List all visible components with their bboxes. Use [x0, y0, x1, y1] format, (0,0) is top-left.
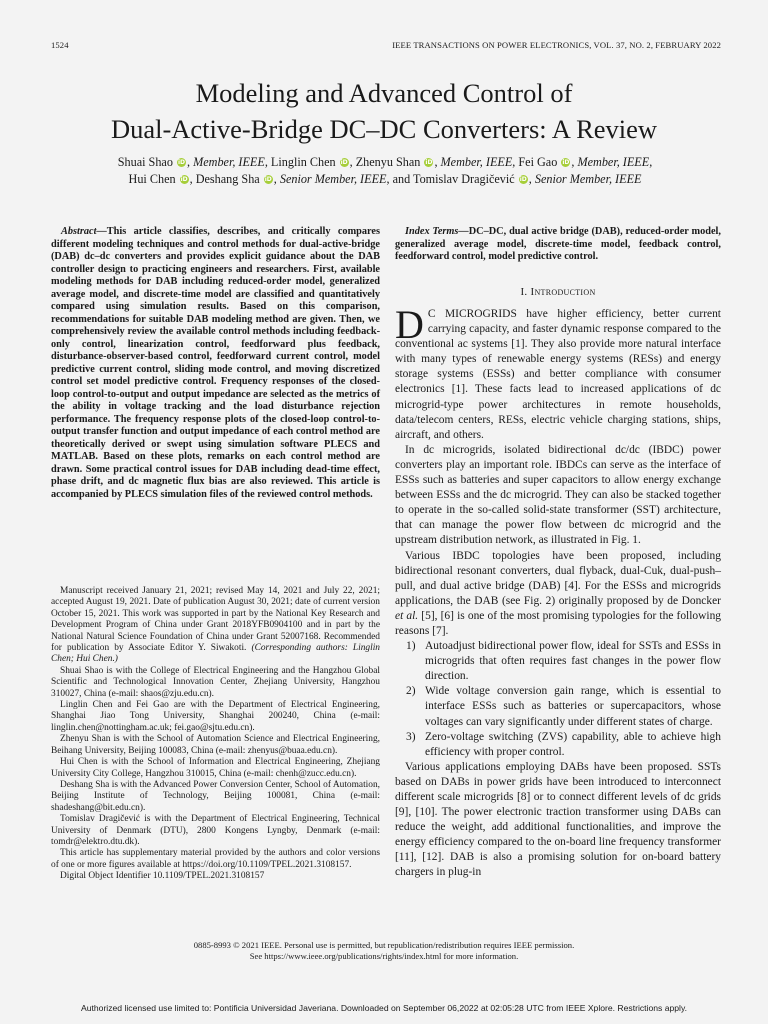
author-list	[40, 154, 730, 188]
intro-paragraph-3: Various IBDC topologies have been proposed, including bidirectional resonant converters, dual flyback, dual-Cuk, dual-push–pull, and dual active bridge (DAB) [4]. For the ESSs and microgrids applications, the DAB (see Fig. 2) originally proposed by de Doncker et al. [5], [6] is one of the most promising typologies for the following reasons [7].	[395, 549, 722, 637]
footnote-manuscript: Manuscript received January 21, 2021; revised May 14, 2021 and July 22, 2021; accepted August 19, 2021. Date of publication August 30, 2021; date of current version October 15, 2021. This work was supported in part by the National Key Research and Development Program of China under Grant 2018YFB0904100 and in part by the National Natural Science Foundation of China under Grant 52007168. Recommended for publication by Associate Editor Y. Siwakoti. (Corresponding authors: Linglin Chen; Hui Chen.)	[51, 586, 380, 665]
journal-header: IEEE TRANSACTIONS ON POWER ELECTRONICS, VOL. 37, NO. 2, FEBRUARY 2022	[392, 40, 721, 50]
section-heading-introduction	[395, 286, 721, 298]
footnote-affiliation: Zhenyu Shan is with the School of Automation Science and Electrical Engineering, Beihang University, Beijing 100083, China (e-mail: zhenyus@buaa.edu.cn).	[51, 734, 380, 756]
footnote-doi: Digital Object Identifier 10.1109/TPEL.2021.3108157	[60, 871, 265, 882]
orcid-icon[interactable]: iD	[264, 176, 272, 183]
abstract-label: Abstract—	[61, 226, 107, 237]
author-name: Deshang Sha	[195, 172, 260, 186]
footnote-affiliation: Tomislav Dragičević is with the Department of Electrical Engineering, Technical University of Denmark (DTU), 2800 Kongens Lyngby, Denmark (e-mail: tomdr@elektro.dtu.dk).	[51, 814, 380, 847]
index-terms	[395, 226, 721, 264]
footnote-supplementary: This article has supplementary material provided by the authors and color versions of one or more figures available at https://doi.org/10.1109/TPEL.2021.3108157.	[51, 848, 380, 870]
author-name: Linglin Chen	[270, 155, 336, 169]
author-line-2: Hui Chen iD , Deshang Sha iD , Senior Member, IEEE, and Tomislav Dragičević iD , Senior Member, IEEE	[128, 172, 642, 186]
intro-paragraph-2: In dc microgrids, isolated bidirectional dc/dc (IBDC) power converters play an important role. IBDCs can serve as the interface of ESSs such as batteries and super capacitors to allow energy exchange between ESSs and the dc microgrid. They can also be stacked together to operate in the so-called solid-state transformer (SST) architecture, that can manage the power flow between dc microgrid and the upstream distribution network, as illustrated in Fig. 1.	[395, 443, 721, 547]
list-item: 2) Wide voltage conversion gain range, which is essential to interface ESSs such as batteries or supercapacitors, whose voltages can vary significantly under different states of charge.	[406, 685, 721, 728]
author-role: Member, IEEE	[440, 155, 513, 169]
footnote-affiliation: Linglin Chen and Fei Gao are with the Department of Electrical Engineering, Shanghai Jiao Tong University, Shanghai 200240, China (e-mail: linglin.chen@nottingham.ac.uk; fei.gao@sjtu.edu.cn).	[51, 700, 380, 733]
orcid-icon[interactable]: iD	[562, 159, 570, 166]
author-name: Fei Gao	[518, 155, 558, 169]
author-name: Tomislav Dragičević	[413, 172, 515, 186]
author-name: Hui Chen	[128, 172, 176, 186]
intro-paragraph-4: Various applications employing DABs have been proposed. SSTs based on DABs in power grids have been introduced to interconnect different scale microgrids [8] or to connect different levels of dc grids [9], [10]. The power electronic traction transformer using DABs can reduce the weight, add additional functionalities, and improve the energy efficiency compared to the on-board line frequency transformer [11], [12]. DAB is also a promising solution for on-board battery chargers in plug-in	[395, 760, 721, 879]
copyright-notice: 0885-8993 © 2021 IEEE. Personal use is permitted, but republication/redistribution requires IEEE permission. See https://www.ieee.org/publications/rights/index.html for more information.	[193, 940, 575, 961]
footnote-affiliation: Shuai Shao is with the College of Electrical Engineering and the Hangzhou Global Scientific and Technological Innovation Center, Zhejiang University, Hangzhou 310027, China (e-mail: shaos@zju.edu.cn).	[51, 665, 380, 699]
footnote-affiliation: Hui Chen is with the School of Information and Electrical Engineering, Zhejiang University City College, Hangzhou 310015, China (e-mail: chenh@zucc.edu.cn).	[51, 757, 380, 779]
paper-title-line-1: Modeling and Advanced Control of	[195, 78, 573, 108]
paper-title-line-2: Dual-Active-Bridge DC–DC Converters: A Review	[110, 114, 658, 144]
corresponding-authors: (Corresponding authors: Linglin Chen; Hui Chen.)	[51, 643, 380, 665]
author-role: Senior Member, IEEE	[534, 172, 642, 186]
orcid-icon[interactable]: iD	[177, 159, 185, 166]
section-title: Introduction	[530, 286, 596, 298]
author-line-1: Shuai Shao iD , Member, IEEE, Linglin Chen iD , Zhenyu Shan iD , Member, IEEE, Fei Gao iD , Member, IEEE,	[117, 155, 653, 169]
footnote-affiliation: Deshang Sha is with the Advanced Power Conversion Center, School of Automation, Beijing Institute of Technology, Beijing 100081, China (e-mail: shadeshang@bit.edu.cn).	[51, 779, 380, 813]
author-name: Shuai Shao	[117, 155, 173, 169]
introduction-body	[395, 302, 722, 881]
abstract-text: This article classifies, describes, and critically compares different modeling techniques and control methods for dual-active-bridge (DAB) dc–dc converters and provides explicit guidance about the DAB controller design to practicing engineers and researchers. First, available modeling methods for DAB including reduced-order model, generalized average model, and discrete-time model are classified and quantitatively compared using simulation results. Based on this comparison, recommendations for suitable DAB modeling method are given. Then, we comprehensively review the available control methods including feedback-only control, linearization control, feedforward plus feedback, disturbance-observer-based control, feedforward current control, model predictive current control, sliding mode control, and moving discretized control set model predictive control. Frequency responses of the closed-loop control-to-output and output impedance are selected as the metrics of the ability in voltage tracking and the load disturbance rejection performance. The frequency response plots of the closed-loop control-to-output transfer function and output impedance of each control method are theoretically derived or swept using simulation software PLECS and MATLAB. Based on these plots, remarks on each control method are drawn. Some practical control issues for DAB including dead-time effect, phase drift, and dc magnetic flux bias are also reviewed. This article is accompanied by PLECS simulation files of the reviewed control methods.	[51, 226, 380, 500]
footnotes	[51, 586, 380, 883]
index-terms-label: Index Terms—	[405, 226, 469, 237]
page-number: 1524	[51, 40, 69, 50]
orcid-icon[interactable]: iD	[180, 176, 188, 183]
author-role: Senior Member, IEEE	[279, 172, 387, 186]
orcid-icon[interactable]: iD	[519, 176, 527, 183]
orcid-icon[interactable]: iD	[425, 159, 433, 166]
abstract	[51, 226, 380, 501]
author-role: Member, IEEE	[577, 155, 650, 169]
orcid-icon[interactable]: iD	[340, 159, 348, 166]
index-terms-text: DC–DC, dual active bridge (DAB), reduced-order model, generalized average model, discrete-time model, feedback control, feedforward control, model predictive control.	[395, 226, 721, 262]
list-item: 1) Autoadjust bidirectional power flow, ideal for SSTs and ESSs in microgrids that often requires fast changes in the power flow direction.	[406, 640, 721, 683]
author-name: Zhenyu Shan	[355, 155, 421, 169]
drop-cap: D	[395, 302, 424, 347]
authorized-use-notice: Authorized licensed use limited to: Pontificia Universidad Javeriana. Downloaded on September 06,2022 at 02:05:28 UTC from IEEE Xplore. Restrictions apply.	[80, 1003, 688, 1013]
section-number: I.	[520, 286, 528, 298]
author-role: Member, IEEE	[193, 155, 265, 169]
intro-paragraph-1: D C MICROGRIDS have higher efficiency, better current carrying capacity, and faster dynamic response compared to the conventional ac systems [1]. They also provide more natural interface with many types of renewable energy systems (RESs) and energy storage systems (ESSs) and better compliance with consumer electronics [1]. These facts lead to increased applications of dc microgrid-type power architectures in remote households, data/telecom centers, RESs, electric vehicle charging stations, ships, aircraft, and others.	[395, 302, 721, 441]
reasons-list	[395, 639, 721, 760]
list-item: 3) Zero-voltage switching (ZVS) capability, able to achieve high efficiency with proper control.	[406, 730, 721, 758]
